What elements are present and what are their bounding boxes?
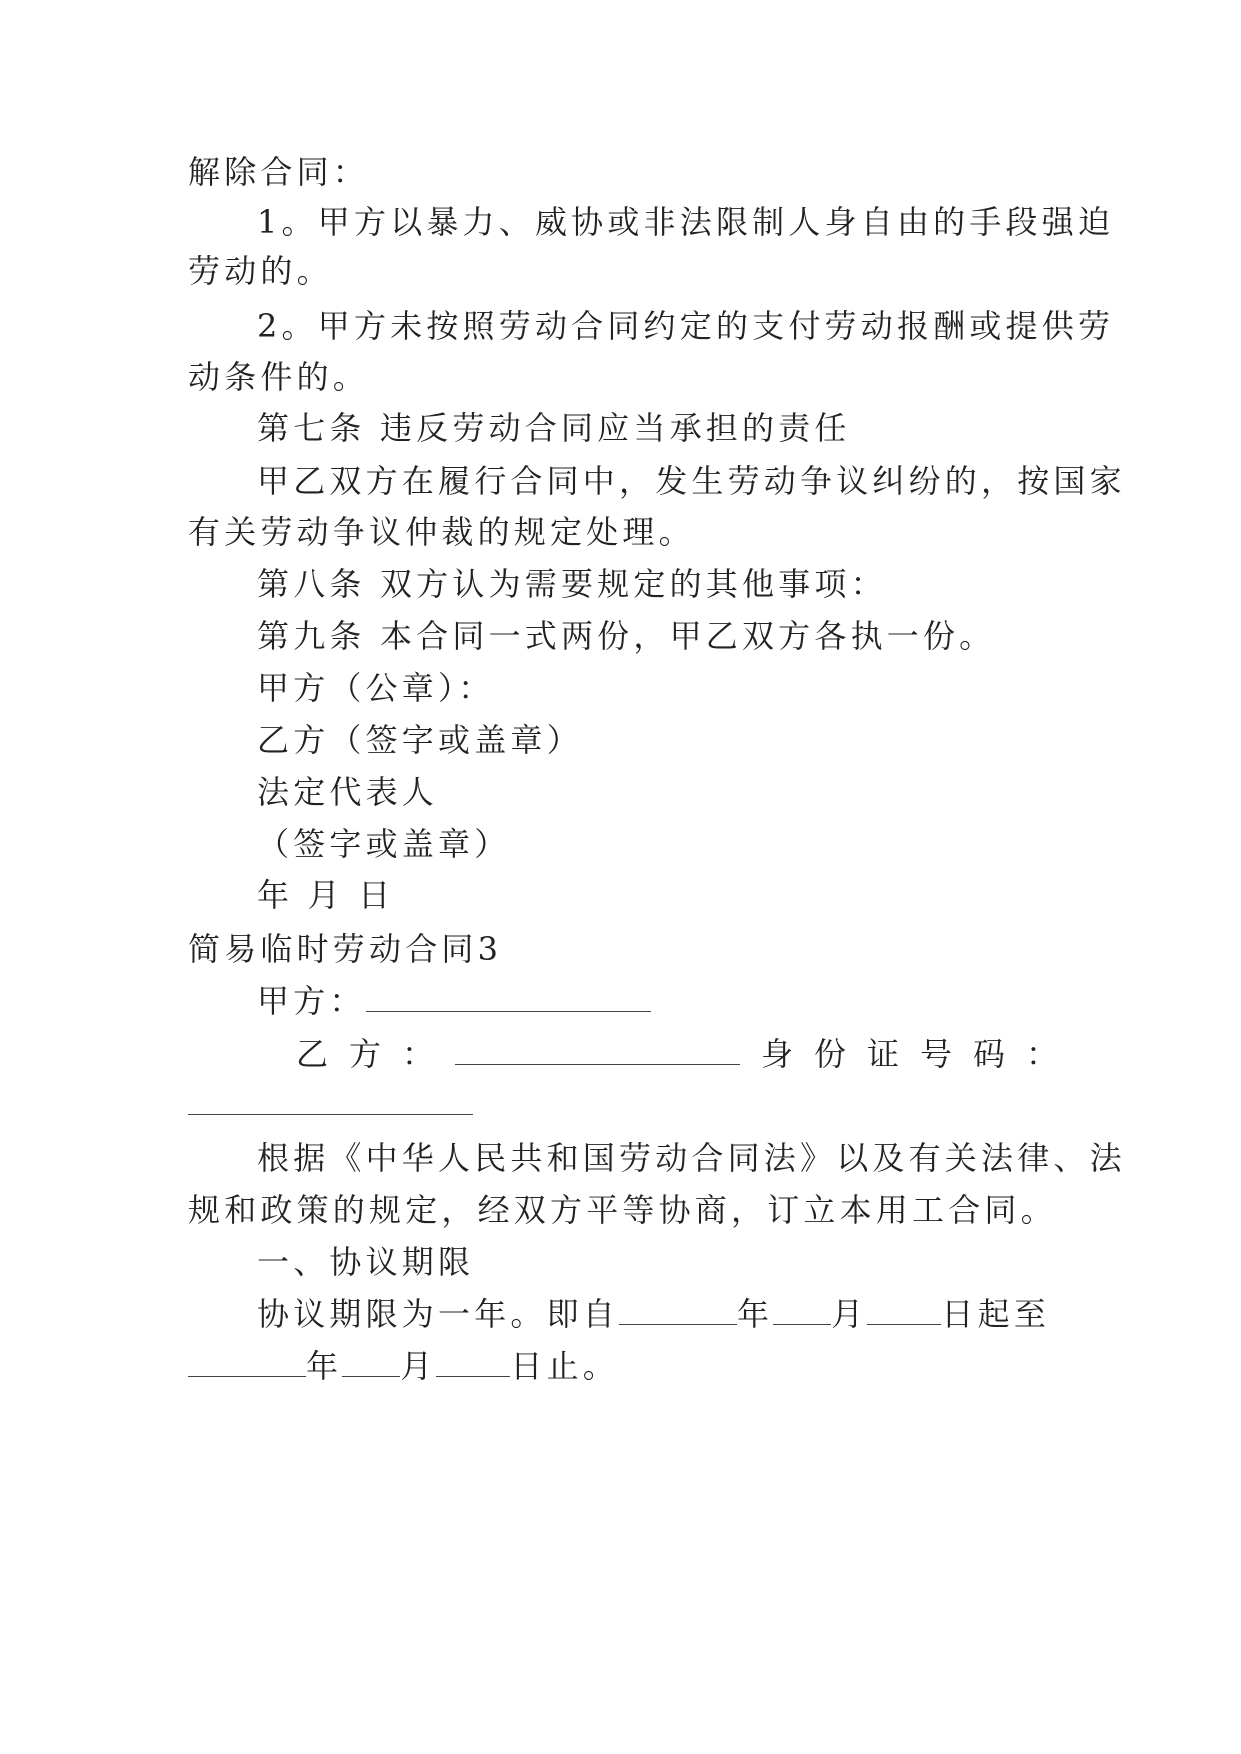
party-b-char: 乙 <box>296 1035 329 1073</box>
party-b-char: 方 <box>349 1035 382 1073</box>
term-start-line <box>257 1294 1127 1334</box>
paragraph-line: 根据《中华人民共和国劳动合同法》以及有关法律、法 <box>257 1139 1126 1177</box>
paragraph-line: 1。甲方以暴力、威协或非法限制人身自由的手段强迫 <box>257 203 1115 241</box>
article-heading: 第八条 双方认为需要规定的其他事项： <box>257 565 887 603</box>
party-b-colon: ： <box>402 1035 435 1073</box>
party-a-blank <box>366 981 651 1012</box>
signature-label-party-a: 甲方（公章）： <box>257 669 495 707</box>
end-month-blank <box>342 1346 400 1377</box>
id-label-char: 号 <box>919 1035 952 1073</box>
party-a-field <box>257 981 1127 1021</box>
contract-title: 简易临时劳动合同3 <box>188 930 503 968</box>
day-label: 日起至 <box>941 1295 1051 1333</box>
party-b-field <box>296 1034 1058 1074</box>
day-label: 日止。 <box>510 1347 620 1385</box>
term-end-line <box>188 1346 1058 1386</box>
end-day-blank <box>436 1346 510 1377</box>
id-label-char: 身 <box>760 1035 793 1073</box>
party-a-label: 甲方： <box>257 982 366 1020</box>
section-heading-term: 一、协议期限 <box>257 1243 475 1281</box>
start-day-blank <box>867 1294 941 1325</box>
signature-label-representative: 法定代表人 <box>257 773 439 811</box>
start-year-blank <box>619 1294 737 1325</box>
id-number-blank <box>188 1084 473 1115</box>
id-number-field <box>188 1084 1058 1124</box>
year-label: 年 <box>737 1295 774 1333</box>
term-text: 协议期限为一年。即自 <box>257 1295 620 1333</box>
party-b-blank <box>455 1034 740 1065</box>
month-label: 月 <box>831 1295 868 1333</box>
signature-label-party-b: 乙方（签字或盖章） <box>257 721 583 759</box>
year-label: 年 <box>306 1347 343 1385</box>
id-label-char: 证 <box>866 1035 899 1073</box>
paragraph-line: 有关劳动争议仲裁的规定处理。 <box>188 513 695 551</box>
paragraph-line: 动条件的。 <box>188 358 370 396</box>
article-heading: 第九条 本合同一式两份，甲乙双方各执一份。 <box>257 617 996 655</box>
month-label: 月 <box>400 1347 437 1385</box>
id-label-char: 份 <box>813 1035 846 1073</box>
id-label-colon: ： <box>1025 1035 1058 1073</box>
signature-note: （签字或盖章） <box>257 825 511 863</box>
paragraph-line: 甲乙双方在履行合同中，发生劳动争议纠纷的，按国家 <box>257 462 1126 500</box>
date-line: 年 月 日 <box>257 876 395 914</box>
paragraph-line: 2。甲方未按照劳动合同约定的支付劳动报酬或提供劳 <box>257 307 1115 345</box>
start-month-blank <box>773 1294 831 1325</box>
end-year-blank <box>188 1346 306 1377</box>
paragraph-line: 劳动的。 <box>188 252 333 290</box>
paragraph-line: 规和政策的规定，经双方平等协商，订立本用工合同。 <box>188 1191 1057 1229</box>
id-label-char: 码 <box>972 1035 1005 1073</box>
article-heading: 第七条 违反劳动合同应当承担的责任 <box>257 409 851 447</box>
section-heading-termination: 解除合同： <box>188 153 370 191</box>
